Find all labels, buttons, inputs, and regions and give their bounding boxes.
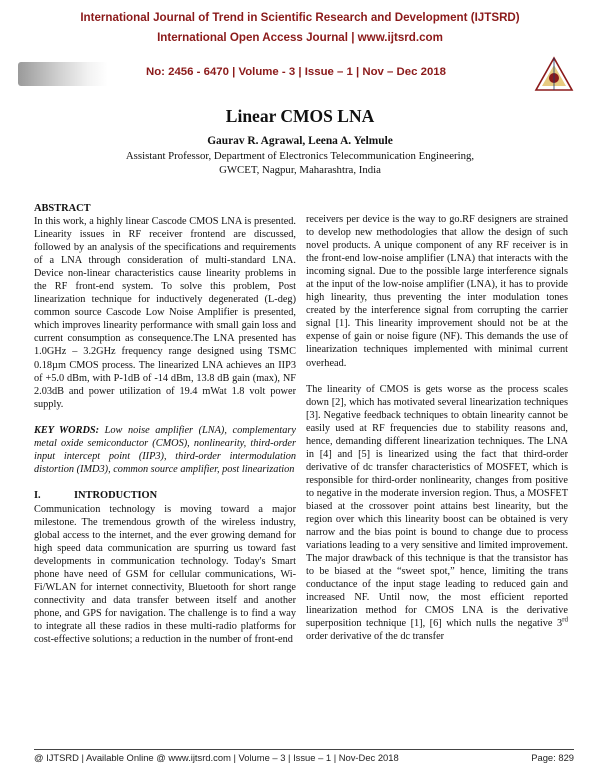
right-paragraph-2 bbox=[306, 383, 568, 644]
keywords-label: KEY WORDS: bbox=[34, 424, 100, 436]
right-paragraph-2-main: The linearity of CMOS is gets worse as the process scales down [2], which has motivated several linearization techniques [3]. Negative feedback techniques to obtain linearity cannot be easily used at RF frequencies due to stability reasons and, hence, demanding different linearization techniques. The LNA in [4] and [5] is linearized using the fact that third-order derivative of dc transfer characteristics of MOSFET, which is responsible for third-order nonlinearity, changes from positive to negative in the moderate inversion region. Thus, a MOSFET biased at the crossover point attains best linearity, but the region over which this linearity boost can be obtained is very narrow and the bias point is bound to change due to process variations leading to a very sensitive and limited improvement. The major drawback of this technique is that the transistor has to be biased at the “sweet spot,” hence, limiting the trans conductance of the input stage leading to reduced gain and increased NF. Until now, the most efficient reported linearization method for CMOS LNA is the derivative superposition technique [1], [6] which nulls the negative 3 bbox=[306, 383, 568, 630]
intro-text: Communication technology is moving toward a major milestone. The tremendous growth of the wireless industry, global access to the internet, and the ever growing demand for high speed data communication are spurring us toward fast developments in communication technology. Today's Smart phone have need of GSM for cellular communications, Wi-Fi/WLAN for internet connectivity, Bluetooth for short range connectivity and data transfer between itself and another phone, and GPS for navigation. The challenge is to find a way to integrate all these radios in these multi-radio platforms for cost-effective solutions; a reduction in the number of front-end bbox=[34, 503, 296, 646]
right-paragraph-1: receivers per device is the way to go.RF designers are strained to develop new methodologies that allow the design of such novel products. A unique component of any RF receiver is in the front-end low-noise amplifier (LNA) that interacts with the incoming signal. Due to the possible large interference signals at the input of the low-noise amplifier (LNA), it has to provide high linearity, thus preventing the inter modulation tones created by the interference signal from corrupting the carrier signal [1]. This linearity improvement should not be at the expense of gain or noise figure (NF). This demands the use of linearization techniques implemented with minimal current overhead. bbox=[306, 214, 568, 369]
right-paragraph-2-tail: order derivative of the dc transfer bbox=[306, 631, 445, 643]
footer-divider bbox=[34, 749, 574, 750]
right-column bbox=[306, 213, 568, 657]
footer-page-number: Page: 829 bbox=[531, 752, 574, 763]
journal-subtitle: International Open Access Journal | www.ijtsrd.com bbox=[157, 31, 443, 44]
journal-title: International Journal of Trend in Scientific Research and Development (IJTSRD) bbox=[80, 11, 520, 24]
abstract-heading: ABSTRACT bbox=[34, 203, 91, 214]
affiliation-line-2: GWCET, Nagpur, Maharashtra, India bbox=[219, 164, 381, 176]
affiliation-line-1: Assistant Professor, Department of Electronics Telecommunication Engineering, bbox=[125, 150, 475, 162]
left-column bbox=[34, 202, 296, 659]
journal-issn: No: 2456 - 6470 | Volume - 3 | Issue – 1 | Nov – Dec 2018 bbox=[146, 66, 446, 78]
intro-section-number: I. bbox=[34, 489, 41, 501]
keywords-paragraph bbox=[34, 424, 296, 476]
ordinal-superscript: rd bbox=[562, 615, 568, 624]
journal-issn-band bbox=[18, 56, 582, 92]
keywords-text: Low noise amplifier (LNA), complementary metal oxide semiconductor (CMOS), nonlinearity, third-order input intercept point (IIP3), third-order intermodulation distortion (IMD3), common source amplifier, post linearization bbox=[34, 424, 296, 475]
abstract-text: In this work, a highly linear Cascode CMOS LNA is presented. Linearity issues in RF receiver frontend are discussed, followed by an analysis of the specifications and requirements of a LNA through consideration of multi-standard LNA. Device non-linear characteristics cause linearity problems in the RF front-end system. To solve this problem, Post linearization technique for inductively degenerated (L-deg) common source Cascode Low Noise Amplifier is presented, which improves linearity performance with small gain loss and current consumption as consequence.The LNA presented has 1.0GHz – 3.2GHz frequency range designed using TSMC 0.18µm CMOS process. The linearized LNA achieves an IIP3 of +5.0 dBm, with P-1dB of -14 dBm, 13.8 dB gain (max), NF 2.03dB and power utilization of 19.4 mWat 1.8 volt power supply. bbox=[34, 216, 296, 410]
intro-section-title: INTRODUCTION bbox=[74, 489, 158, 501]
paper-authors: Gaurav R. Agrawal, Leena A. Yelmule bbox=[207, 135, 393, 147]
footer-left-text: @ IJTSRD | Available Online @ www.ijtsrd.com | Volume – 3 | Issue – 1 | Nov-Dec 2018 bbox=[34, 752, 399, 763]
intro-heading bbox=[34, 489, 296, 503]
paper-title: Linear CMOS LNA bbox=[225, 106, 375, 126]
ijtsrd-logo-icon bbox=[532, 56, 576, 92]
